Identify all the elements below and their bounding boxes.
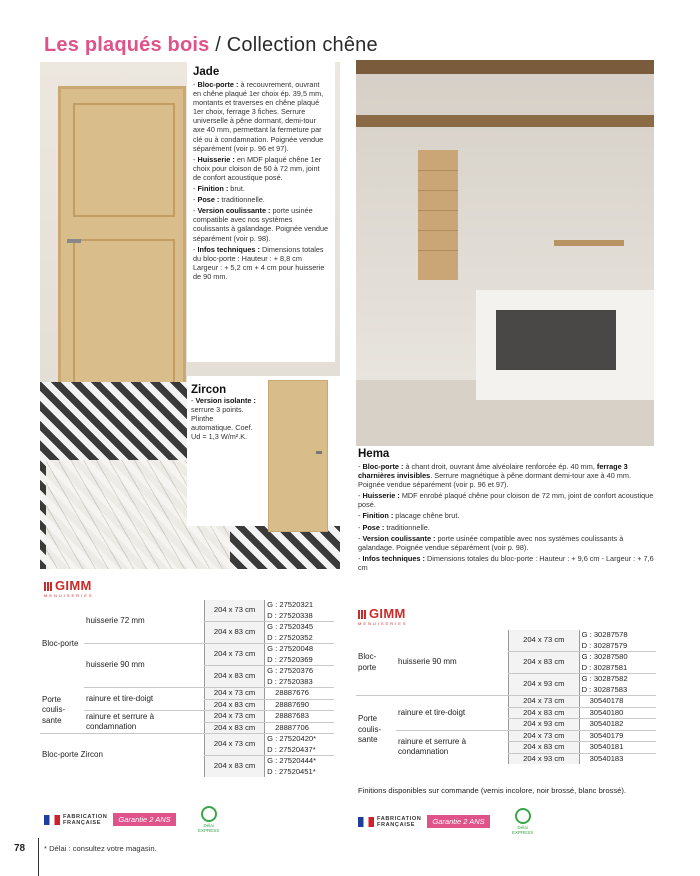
code-cell: 28887690 xyxy=(265,699,334,711)
zircon-text: serrure 3 points. Plinthe automatique. Coef. Ud = 1,3 W/m².K. xyxy=(191,405,253,442)
page-title xyxy=(44,34,378,57)
jade-spec-line: - Pose : traditionnelle. xyxy=(193,195,265,205)
code-cell: 30540180 xyxy=(579,707,656,719)
title-colored: Les plaqués bois xyxy=(44,34,210,56)
code-cell: G : 30287578 D : 30287579 xyxy=(579,630,656,652)
badges-right xyxy=(358,808,536,835)
jade-spec-line: - Huisserie : en MDF plaqué chêne 1er choix pour cloison de 50 à 72 mm, joint de confort acoustique posé. xyxy=(193,154,322,182)
rt-huis90: huisserie 90 mm xyxy=(396,630,509,696)
lt-huis90: huisserie 90 mm xyxy=(84,644,205,688)
express-delay-icon: Délai EXPRESS xyxy=(510,808,536,835)
hema-description xyxy=(358,448,658,572)
table-row: 204 x 83 cm xyxy=(205,756,265,778)
code-cell: 30540183 xyxy=(589,753,624,763)
page-number: 78 xyxy=(14,843,26,854)
code-cell: G : 27520444* D : 27520451* xyxy=(267,756,317,776)
garantie-badge: Garantie 2 ANS xyxy=(113,813,175,826)
code-cell: 30540182 xyxy=(579,719,656,731)
table-row: 204 x 83 cm xyxy=(205,722,265,734)
code-cell: G : 27520048 D : 27520369 xyxy=(265,644,334,666)
gimm-logo-right: GIMM MENUISERIES xyxy=(358,606,408,626)
hema-bedroom-photo xyxy=(356,60,654,446)
zircon-title: Zircon xyxy=(191,384,227,396)
fabrication-label: FABRICATION FRANÇAISE xyxy=(377,815,422,828)
hema-specs xyxy=(358,462,658,572)
code-cell: G : 27520321 D : 27520338 xyxy=(265,600,334,622)
hema-spec-line: - Infos techniques : Dimensions totales du bloc-porte : Hauteur : + 9,6 cm - Largeur : + 7,6 cm xyxy=(358,553,654,572)
french-flag-icon xyxy=(358,817,374,827)
jade-title: Jade xyxy=(193,66,220,78)
table-row: 204 x 73 cm xyxy=(205,734,265,756)
code-cell: G : 27520345 D : 27520352 xyxy=(265,622,334,644)
delay-footnote: * Délai : consultez votre magasin. xyxy=(44,844,157,853)
lt-bloc-porte: Bloc-porte xyxy=(42,638,79,648)
table-row: 204 x 73 cm xyxy=(205,711,265,723)
rt-bloc-porte: Bloc-porte xyxy=(356,630,396,696)
jade-zircon-price-table xyxy=(40,600,334,777)
lt-rainure: rainure et tire-doigt xyxy=(84,688,205,711)
lt-porte-coulissante: Porte coulis-sante xyxy=(40,688,84,734)
code-cell: 28887683 xyxy=(265,711,334,723)
lt-huis72: huisserie 72 mm xyxy=(84,600,205,644)
badges-left xyxy=(44,806,222,833)
hema-spec-line: - Finition : placage chêne brut. xyxy=(358,511,460,521)
hema-price-table xyxy=(356,630,656,764)
table-row: 204 x 73 cm xyxy=(205,644,265,666)
lt-bloc-zircon: Bloc-porte Zircon xyxy=(42,750,103,760)
finitions-note: Finitions disponibles sur commande (vernis incolore, noir brossé, blanc brossé). xyxy=(358,786,627,795)
french-flag-icon xyxy=(44,815,60,825)
zircon-door-image xyxy=(268,380,328,532)
code-cell: 28887706 xyxy=(265,722,334,734)
table-row: 204 x 83 cm xyxy=(205,666,265,688)
rt-porte-coulissante: Porte coulis-sante xyxy=(358,714,382,745)
table-row: 204 x 83 cm xyxy=(509,742,580,754)
table-row: 204 x 73 cm xyxy=(509,730,580,742)
garantie-badge: Garantie 2 ANS xyxy=(427,815,489,828)
table-row: 204 x 73 cm xyxy=(205,600,265,622)
jade-specs xyxy=(193,80,329,281)
table-row: 204 x 93 cm xyxy=(509,753,580,764)
hema-spec-line: - Huisserie : MDF enrobé plaqué chêne pour cloison de 72 mm, joint de confort acoustique posé. xyxy=(358,491,654,510)
jade-spec-line: - Bloc-porte : à recouvrement, ouvrant en chêne plaqué 1er choix ép. 39,5 mm, montants et traverses en chêne plaqué 1er choix, ferrage 3 fiches. Serrure universelle à pêne dormant, demi-tour axe 40 mm, permettant la fermeture par clé ou à condamnation. Poignée vendue séparément (voir p. 96 et 97). xyxy=(193,80,324,153)
table-row: 204 x 83 cm xyxy=(205,699,265,711)
code-cell: 30540179 xyxy=(579,730,656,742)
gimm-logo-left: GIMM MENUISERIES xyxy=(44,578,94,598)
table-row: 204 x 83 cm xyxy=(509,652,580,674)
table-row: 204 x 93 cm xyxy=(509,719,580,731)
table-row: 204 x 83 cm xyxy=(205,622,265,644)
code-cell: 28887676 xyxy=(265,688,334,700)
zircon-label: Version isolante : xyxy=(195,396,256,405)
hema-spec-line: - Bloc-porte : à chant droit, ouvrant âme alvéolaire renforcée ép. 40 mm, ferrage 3 charnières invisibles. Serrure magnétique à pêne dormant demi-tour axe à 40 mm. Poignée vendue séparément (voir p. 96 et 97). xyxy=(358,462,631,490)
express-delay-icon: Délai EXPRESS xyxy=(196,806,222,833)
jade-spec-line: - Finition : brut. xyxy=(193,184,245,194)
jade-spec-line: - Version coulissante : porte usinée compatible avec nos systèmes coulissants à galandage. Poignée vendue séparément (voir p. 98). xyxy=(193,206,329,243)
table-row: 204 x 93 cm xyxy=(509,674,580,696)
rt-rainure-serrure: rainure et serrure à condamnation xyxy=(398,736,467,757)
lt-rainure-serrure: rainure et serrure à condamnation xyxy=(84,711,205,734)
table-row: 204 x 83 cm xyxy=(509,707,580,719)
title-rest: / Collection chêne xyxy=(209,34,378,56)
code-cell: G : 27520420* D : 27520437* xyxy=(265,734,334,756)
jade-description xyxy=(187,62,335,362)
jade-spec-line: - Infos techniques : Dimensions totales du bloc-porte : Hauteur : + 8,8 cm Largeur : + 5,2 cm + 4 cm pour huisserie de 90 mm. xyxy=(193,244,325,281)
fabrication-label: FABRICATION FRANÇAISE xyxy=(63,813,108,826)
footer-divider xyxy=(38,838,39,876)
hema-spec-line: - Pose : traditionnelle. xyxy=(358,522,430,532)
code-cell: G : 30287580 D : 30287581 xyxy=(579,652,656,674)
code-cell: G : 30287582 D : 30287583 xyxy=(579,674,656,696)
rt-rainure: rainure et tire-doigt xyxy=(396,696,509,731)
table-row: 204 x 73 cm xyxy=(509,630,580,652)
table-row: 204 x 73 cm xyxy=(205,688,265,700)
code-cell: G : 27520376 D : 27520383 xyxy=(265,666,334,688)
code-cell: 30540181 xyxy=(579,742,656,754)
hema-spec-line: - Version coulissante : porte usinée compatible avec nos systèmes coulissants à galandage. Poignée vendue séparément (voir p. 98). xyxy=(358,533,624,552)
zircon-specs: - Version isolante : serrure 3 points. Plinthe automatique. Coef. Ud = 1,3 W/m².K. xyxy=(191,396,256,442)
hema-title: Hema xyxy=(358,448,390,460)
table-row: 204 x 73 cm xyxy=(509,696,580,708)
code-cell: 30540178 xyxy=(579,696,656,708)
